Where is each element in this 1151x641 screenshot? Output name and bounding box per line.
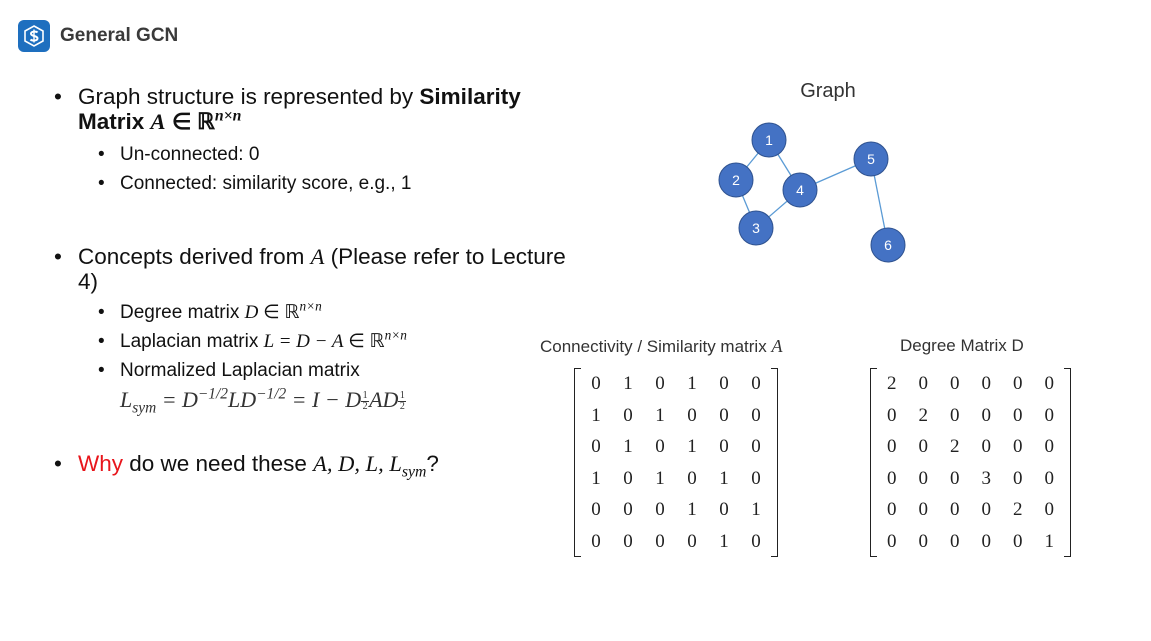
formula-part: 1 [399,390,405,401]
matrix-cell: 0 [591,373,601,394]
matrix-cell: 0 [687,530,697,552]
why-highlight: Why [78,451,123,476]
matrix-cell: 2 [950,436,960,457]
bullet-concepts [54,244,574,294]
formula-part: −1/2 [256,385,287,403]
laplacian-label: Laplacian matrix [120,331,264,352]
slide-header [18,20,178,52]
matrix-cell: 0 [1013,404,1023,426]
matrix-cell: 0 [887,467,897,489]
fraction-exponent [398,391,406,412]
node-label: 1 [765,132,773,148]
matrix-cell: 3 [981,467,991,489]
right-bracket [771,368,778,557]
math-set: ∈ ℝ [258,302,300,323]
matrix-cell: 0 [981,436,991,457]
matrix-cell: 1 [1044,530,1054,552]
matrix-cell: 0 [1013,373,1023,394]
matrix-cell: 0 [623,467,633,489]
node-label: 4 [796,182,804,198]
formula-part: AD [369,387,399,412]
matrix-cell: 0 [918,373,928,394]
node-label: 2 [732,172,740,188]
question-mark: ? [426,451,439,476]
caption-text: Connectivity / Similarity matrix [540,337,772,356]
matrix-cell: 0 [1044,404,1054,426]
bullet-text: Concepts derived from [78,244,311,269]
formula-part: = I − D [286,387,362,412]
degree-caption: Degree Matrix D [900,336,1024,355]
matrix-cell: 0 [623,530,633,552]
matrix-cell: 2 [887,373,897,394]
formula-part: sym [132,399,157,417]
matrix-cell: 0 [1044,373,1054,394]
math-symbols: A, D, L, L [313,451,402,476]
math-symbol: A [150,109,166,134]
matrix-cell: 1 [591,467,601,489]
graph-node [854,142,888,176]
matrix-cell: 0 [591,530,601,552]
bullet-text: do we need these [123,451,314,476]
fraction-exponent [361,391,369,412]
matrix-cell: 0 [687,404,697,426]
matrix-cell: 0 [623,499,633,520]
bullet-why [54,451,574,481]
graph-diagram [700,110,930,270]
slide-title: General GCN [60,25,179,46]
formula-part: = D [156,387,198,412]
matrix-cell: 0 [719,404,729,426]
bullet-text-rest: (Please refer to Lecture 4) [78,244,566,294]
formula-part: 2 [399,401,405,412]
graph-node [719,163,753,197]
bullet-text: Graph structure is represented by [78,84,420,109]
matrix-cell: 0 [655,436,665,457]
sub-bullet-normalized: • Normalized Laplacian matrix [98,356,574,385]
matrix-cell: 0 [950,530,960,552]
math-expression: L = D − A [263,331,344,352]
matrix-cell: 0 [950,499,960,520]
matrix-cell: 0 [655,530,665,552]
degree-label: Degree matrix [120,302,245,323]
formula-part: 1 [362,390,368,401]
matrix-cell: 1 [687,373,697,394]
matrix-cell: 0 [751,436,761,457]
math-symbol: A [310,244,325,269]
formula-part: L [120,387,133,412]
matrix-cell: 0 [719,499,729,520]
matrix-cell: 1 [687,499,697,520]
formula-part: 2 [362,401,368,412]
matrix-cell: 1 [623,436,633,457]
matrix-cell: 1 [623,373,633,394]
matrix-cell: 0 [751,373,761,394]
math-superscript: n×n [299,298,322,314]
sub-bullet-connected: • Connected: similarity score, e.g., 1 [98,169,574,198]
matrix-cell: 0 [687,467,697,489]
matrix-cell: 1 [655,467,665,489]
matrix-cell: 0 [1044,467,1054,489]
matrix-cell: 0 [950,373,960,394]
dollar-s-logo-icon [18,20,50,52]
matrix-cell: 0 [887,499,897,520]
matrix-cell: 2 [1013,499,1023,520]
matrix-cell: 0 [591,436,601,457]
formula-part: −1/2 [197,385,228,403]
graph-node [871,228,905,262]
matrix-cell: 0 [918,467,928,489]
matrix-cell: 0 [1013,436,1023,457]
matrix-cell: 2 [918,404,928,426]
math-subscript: sym [401,463,427,481]
left-bracket [870,368,877,557]
sub-bullet-degree [98,298,574,327]
caption-symbol: A [771,336,783,356]
matrix-cell: 0 [1013,530,1023,552]
graph-node [783,173,817,207]
node-label: 3 [752,220,760,236]
node-label: 6 [884,237,892,253]
node-label: 5 [867,151,875,167]
matrix-cell: 0 [751,530,761,552]
matrix-cell: 0 [950,467,960,489]
matrix-cell: 0 [887,404,897,426]
sub-bullet-laplacian [98,327,574,356]
matrix-cell: 0 [623,404,633,426]
matrix-cell: 0 [950,404,960,426]
bold-term: Similarity Matrix [78,84,521,134]
matrix-cell: 0 [918,530,928,552]
math-set: ∈ ℝ [171,109,215,134]
matrix-cell: 0 [887,436,897,457]
math-set: ∈ ℝ [343,331,385,352]
matrix-cell: 0 [981,499,991,520]
matrix-cell: 0 [887,530,897,552]
normalized-laplacian-formula [120,385,574,417]
formula-part: LD [227,387,257,412]
matrix-cell: 0 [981,530,991,552]
math-symbol: D [244,302,259,323]
right-bracket [1064,368,1071,557]
bullet-content [54,84,574,481]
matrix-cell: 0 [655,499,665,520]
matrix-cell: 0 [719,436,729,457]
sub-bullet-unconnected: • Un-connected: 0 [98,140,574,169]
graph-node [739,211,773,245]
matrix-cell: 0 [655,373,665,394]
math-superscript: n×n [214,107,242,125]
degree-matrix [874,368,1067,557]
connectivity-caption [540,336,782,357]
matrix-cell: 0 [719,373,729,394]
bullet-similarity-matrix [54,84,574,134]
left-bracket [574,368,581,557]
matrix-cell: 1 [719,467,729,489]
matrix-cell: 0 [1044,499,1054,520]
graph-title: Graph [800,80,856,102]
matrix-cell: 0 [751,404,761,426]
matrix-cell: 0 [1044,436,1054,457]
matrix-cell: 1 [719,530,729,552]
matrix-cell: 0 [1013,467,1023,489]
math-superscript: n×n [384,327,407,343]
matrix-cell: 1 [751,499,761,520]
matrix-cell: 0 [981,373,991,394]
matrix-cell: 0 [918,499,928,520]
matrix-cell: 0 [918,436,928,457]
matrix-cell: 0 [981,404,991,426]
matrix-cell: 0 [751,467,761,489]
matrix-cell: 0 [591,499,601,520]
graph-node [752,123,786,157]
matrix-cell: 1 [591,404,601,426]
matrix-cell: 1 [655,404,665,426]
connectivity-matrix [578,368,774,557]
matrix-cell: 1 [687,436,697,457]
